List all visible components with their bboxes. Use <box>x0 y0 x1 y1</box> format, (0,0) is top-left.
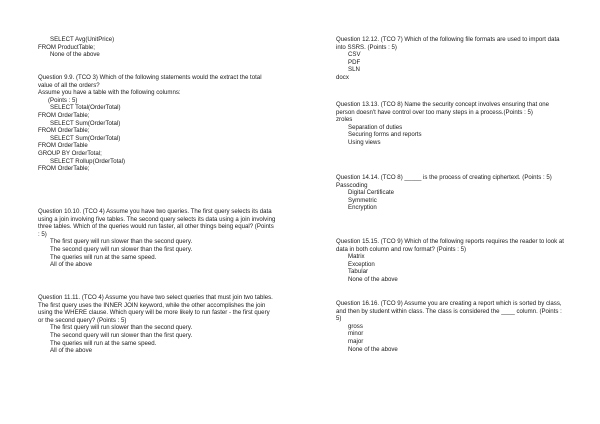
answer-option: None of the above <box>50 51 100 59</box>
answer-option: minor <box>348 330 364 338</box>
question-points: (Points : 5) <box>48 96 78 104</box>
answer-option: All of the above <box>50 347 93 355</box>
question-prompt: Question 15.15. (TCO 9) Which of the following reports requires the reader to look at data in both column and row format? (Points : 5) <box>336 238 564 253</box>
question-prompt: Question 12.12. (TCO 7) Which of the following file formats are used to import data into SSRS. (Points : 5) <box>336 36 560 51</box>
answer-option: zroles <box>336 116 353 124</box>
question-15 <box>336 238 568 284</box>
answer-option: Exception <box>348 260 375 268</box>
sql-line: SELECT Rollup(OrderTotal) <box>50 157 126 165</box>
answer-option: Symmetric <box>348 196 377 204</box>
question-9 <box>38 74 276 173</box>
answer-option: Using views <box>348 138 381 146</box>
question-prompt: Question 16.16. (TCO 9) Assume you are creating a report which is sorted by class, and then by student within class. The class is considered the ____ column. (Points : 5) <box>336 300 562 323</box>
answer-option: The queries will run at the same speed. <box>50 253 157 261</box>
sql-line: FROM OrderTable <box>38 142 88 150</box>
sql-line: SELECT Sum(OrderTotal) <box>50 119 121 127</box>
question-14 <box>336 174 568 212</box>
answer-option: docx <box>336 73 349 81</box>
question-prompt: Question 9.9. (TCO 3) Which of the following statements would the extract the total value of all the orders? <box>38 74 262 89</box>
question-16 <box>336 300 568 353</box>
answer-option: CSV <box>348 51 361 59</box>
answer-option: The first query will run slower than the second query. <box>50 238 193 246</box>
question-13 <box>336 101 568 147</box>
answer-option: Matrix <box>348 253 365 261</box>
question-context: Assume you have a table with the following columns: <box>38 89 181 97</box>
answer-option: PDF <box>348 58 361 66</box>
question-10 <box>38 208 276 269</box>
answer-option: SLN <box>348 66 360 74</box>
answer-option: Tabular <box>348 268 368 276</box>
sql-line: FROM OrderTable; <box>38 111 90 119</box>
answer-option: The second query will run slower than the first query. <box>50 331 193 339</box>
sql-line: SELECT Total(OrderTotal) <box>50 104 121 112</box>
answer-option: None of the above <box>348 275 398 283</box>
question-prompt: Question 13.13. (TCO 8) Name the security concept involves ensuring that one person doesn't have control over too many steps in a process.(Points : 5) <box>336 101 550 116</box>
sql-line: SELECT Sum(OrderTotal) <box>50 134 121 142</box>
answer-option: The queries will run at the same speed. <box>50 339 157 347</box>
answer-option: Securing forms and reports <box>348 131 422 139</box>
sql-line: FROM OrderTable; <box>38 165 90 173</box>
sql-line: SELECT Avg(UnitPrice) <box>50 36 115 43</box>
question-8-fragment <box>38 36 276 59</box>
question-11 <box>38 294 276 355</box>
answer-option: Passcoding <box>336 181 368 189</box>
answer-option: All of the above <box>50 261 93 269</box>
question-prompt: Question 11.11. (TCO 4) Assume you have two select queries that must join two tables. The first query uses the INNER JOIN keyword, while the other accomplishes the join using the WHERE clause. Which query will be more likely to run faster - the first query or the second query? (Points : 5) <box>38 294 273 324</box>
answer-option: Digital Certificate <box>348 189 395 197</box>
answer-option: Separation of duties <box>348 123 403 131</box>
question-12 <box>336 36 568 82</box>
answer-option: gross <box>348 322 363 330</box>
answer-option: The first query will run slower than the second query. <box>50 324 193 332</box>
answer-option: The second query will run slower than the first query. <box>50 245 193 253</box>
answer-option: Encryption <box>348 204 377 212</box>
answer-option: None of the above <box>348 345 398 353</box>
answer-option: major <box>348 337 364 345</box>
sql-line: GROUP BY OrderTotal; <box>38 149 102 157</box>
question-prompt: Question 10.10. (TCO 4) Assume you have two queries. The first query selects its data using a join involving five tables. The second query selects its data using a join involving three tables. Which of the queries would run faster, all other things being equal? (Points : 5) <box>38 208 276 238</box>
question-prompt: Question 14.14. (TCO 8) _____ is the process of creating ciphertext. (Points : 5) <box>336 174 552 181</box>
sql-line: FROM OrderTable; <box>38 127 90 135</box>
sql-line: FROM ProductTable; <box>38 43 95 51</box>
